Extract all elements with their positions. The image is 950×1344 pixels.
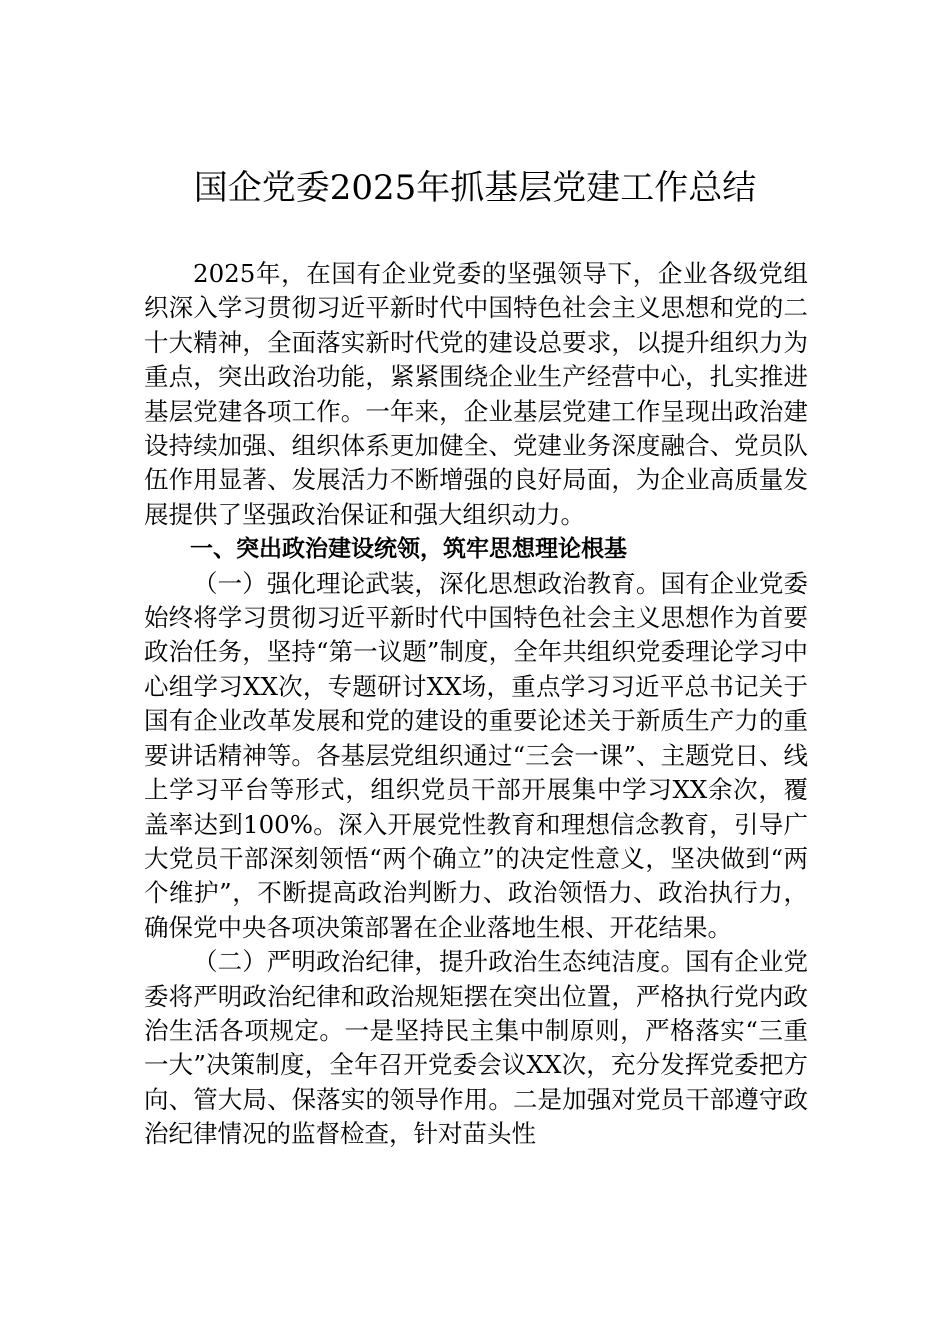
document-body xyxy=(144,257,808,1152)
intro-paragraph: 2025年，在国有企业党委的坚强领导下，企业各级党组织深入学习贯彻习近平新时代中国特色社会主义思想和党的二十大精神，全面落实新时代党的建设总要求，以提升组织力为重点，突出政治功能，紧紧围绕企业生产经营中心，扎实推进基层党建各项工作。一年来，企业基层党建工作呈现出政治建设持续加强、组织体系更加健全、党建业务深度融合、党员队伍作用显著、发展活力不断增强的良好局面，为企业高质量发展提供了坚强政治保证和强大组织动力。 xyxy=(144,259,808,529)
subsection-paragraph-1: （一）强化理论武装，深化思想政治教育。国有企业党委始终将学习贯彻习近平新时代中国特色社会主义思想作为首要政治任务，坚持“第一议题”制度，全年共组织党委理论学习中心组学习XX次，专题研讨XX场，重点学习习近平总书记关于国有企业改革发展和党的建设的重要论述关于新质生产力的重要讲话精神等。各基层党组织通过“三会一课”、主题党日、线上学习平台等形式，组织党员干部开展集中学习XX余次，覆盖率达到100%。深入开展党性教育和理想信念教育，引导广大党员干部深刻领悟“两个确立”的决定性意义，坚决做到“两个维护”，不断提高政治判断力、政治领悟力、政治执行力，确保党中央各项决策部署在企业落地生根、开花结果。 xyxy=(144,568,808,942)
section-heading-1: 一、突出政治建设统领，筑牢思想理论根基 xyxy=(190,536,627,563)
subsection-paragraph-2: （二）严明政治纪律，提升政治生态纯洁度。国有企业党委将严明政治纪律和政治规矩摆在突出位置，严格执行党内政治生活各项规定。一是坚持民主集中制原则，严格落实“三重一大”决策制度，全年召开党委会议XX次，充分发挥党委把方向、管大局、保落实的领导作用。二是加强对党员干部遵守政治纪律情况的监督检查，针对苗头性 xyxy=(144,947,808,1149)
document-title: 国企党委2025年抓基层党建工作总结 xyxy=(193,168,757,208)
